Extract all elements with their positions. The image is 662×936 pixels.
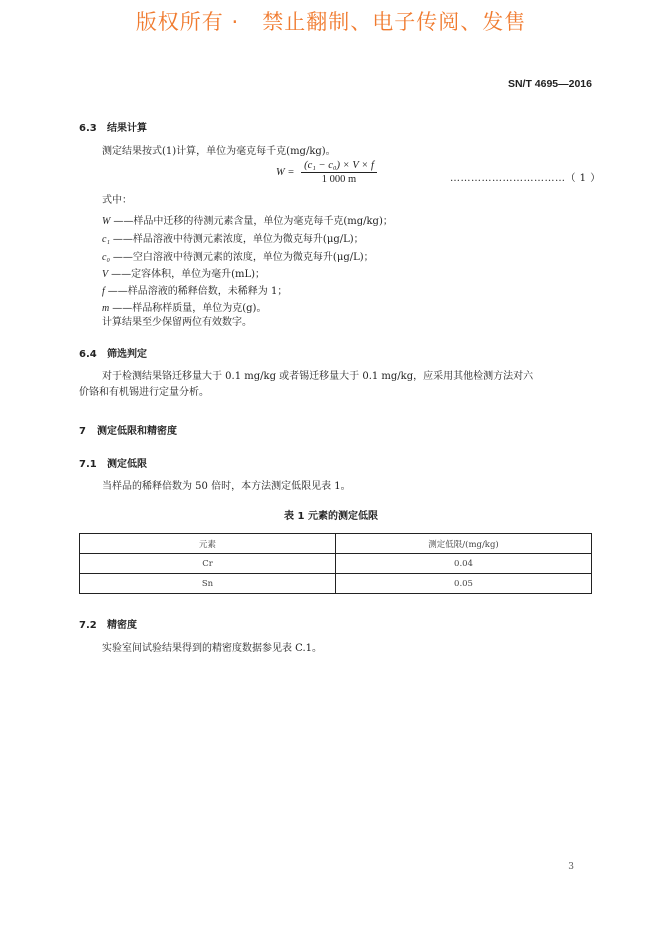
formula-fraction (301, 160, 377, 185)
definition-symbol: c₁ (102, 234, 110, 245)
section-number: 7 (79, 426, 86, 437)
paragraph-6-3-intro: 测定结果按式(1)计算，单位为毫克每千克(mg/kg)。 (102, 146, 336, 157)
table-row (80, 574, 592, 594)
definition-symbol: c₀ (102, 252, 110, 263)
definition-text: ——样品中迁移的待测元素含量，单位为毫克每千克(mg/kg)； (113, 216, 393, 227)
section-title: 精密度 (107, 620, 137, 631)
detection-limit-table (79, 533, 592, 594)
definition-item (102, 299, 266, 314)
paragraph-7-2: 实验室间试验结果得到的精密度数据参见表 C.1。 (102, 643, 323, 654)
heading-6-3 (79, 119, 147, 134)
table-cell: 0.04 (336, 554, 592, 574)
heading-6-4 (79, 345, 147, 360)
definition-symbol: V (102, 269, 109, 280)
definition-text: ——空白溶液中待测元素的浓度，单位为微克每升(μg/L)； (112, 252, 374, 263)
table-row (80, 554, 592, 574)
section-number: 6.4 (79, 349, 97, 360)
standard-number: SN/T 4695—2016 (507, 78, 592, 90)
section-number: 6.3 (79, 123, 97, 134)
formula-lhs: W = (276, 166, 295, 178)
definition-text: ——样品溶液中待测元素浓度，单位为微克每升(μg/L)； (112, 234, 364, 245)
section-number: 7.1 (79, 459, 97, 470)
definition-item (102, 212, 393, 227)
definition-symbol: W (102, 216, 111, 227)
formula-1 (276, 160, 377, 185)
formula-number: ……………………………（ 1 ） (450, 173, 601, 184)
table-cell: Cr (80, 554, 336, 574)
paragraph-6-4-line1: 对于检测结果铬迁移量大于 0.1 mg/kg 或者锡迁移量大于 0.1 mg/kg，应采用其他检测方法对六 (102, 371, 534, 382)
watermark-banner: 版权所有 · 禁止翻制、电子传阅、发售 (135, 10, 527, 34)
calc-note: 计算结果至少保留两位有效数字。 (102, 317, 252, 328)
formula-denominator: 1 000 m (321, 174, 357, 185)
table-cell: Sn (80, 574, 336, 594)
definition-symbol: m (102, 303, 110, 314)
heading-7-1 (79, 455, 147, 470)
paragraph-6-4-line2: 价铬和有机锡进行定量分析。 (79, 387, 209, 398)
section-title: 测定低限 (107, 459, 147, 470)
definition-item (102, 282, 287, 297)
definition-item (102, 230, 364, 245)
definition-text: ——样品称样质量，单位为克(g)。 (112, 303, 267, 314)
section-title: 筛选判定 (107, 349, 147, 360)
definition-symbol: f (102, 286, 105, 297)
heading-7-2 (79, 616, 137, 631)
definition-item (102, 248, 374, 263)
section-title: 测定低限和精密度 (97, 426, 177, 437)
paragraph-7-1: 当样品的稀释倍数为 50 倍时，本方法测定低限见表 1。 (102, 481, 351, 492)
heading-7 (79, 422, 177, 437)
section-title: 结果计算 (107, 123, 147, 134)
definition-text: ——定容体积，单位为毫升(mL)； (111, 269, 266, 280)
table-caption: 表 1 元素的测定低限 (284, 511, 378, 522)
formula-numerator: (c₁ − c₀) × V × f (301, 160, 377, 173)
section-number: 7.2 (79, 620, 97, 631)
table-cell: 0.05 (336, 574, 592, 594)
definition-item (102, 265, 265, 280)
definition-text: ——样品溶液的稀释倍数，未稀释为 1； (107, 286, 288, 297)
table-header-cell: 测定低限/(mg/kg) (336, 534, 592, 554)
page-number: 3 (568, 862, 574, 872)
where-label: 式中： (102, 195, 132, 206)
table-header-row (80, 534, 592, 554)
table-header-cell: 元素 (80, 534, 336, 554)
